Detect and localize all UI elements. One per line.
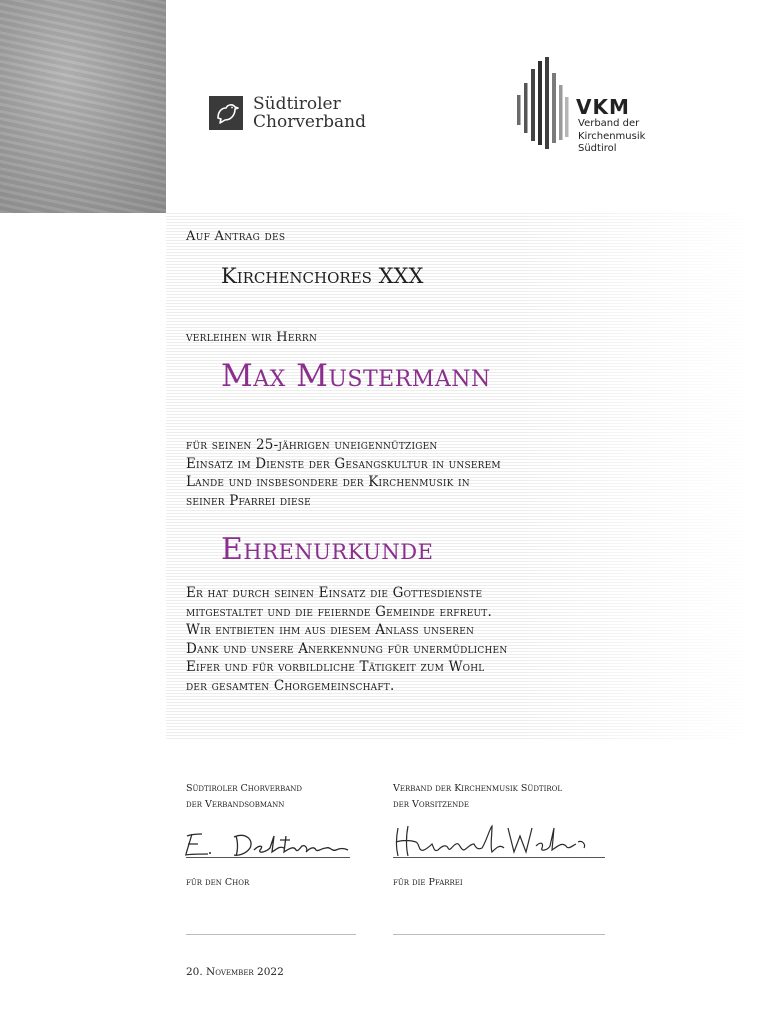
right-signature-line — [393, 857, 605, 858]
organ-pipes-icon — [515, 55, 571, 155]
reason-line: seiner Pfarrei diese — [186, 492, 311, 509]
decorative-texture — [0, 0, 166, 213]
reason-line: Lande und insbesondere der Kirchenmusik in — [186, 474, 470, 491]
vkm-logo-line1: Verband der — [578, 118, 640, 129]
left-signatory-role: der Verbandsobmann — [186, 799, 285, 810]
certificate-title: Ehrenurkunde — [221, 532, 434, 567]
parish-signature-label: für die Pfarrei — [393, 877, 463, 888]
body-line: Eifer und für vorbildliche Tätigkeit zum Wohl — [186, 659, 485, 676]
vkm-logo-subtitle — [578, 118, 645, 156]
vkm-logo-title: VKM — [576, 95, 630, 119]
body-line: der gesamten Chorgemeinschaft. — [186, 677, 395, 694]
choir-signature-line — [186, 934, 356, 935]
vkm-logo-line2: Kirchenmusik — [578, 130, 646, 142]
right-signatory-label — [393, 781, 562, 813]
choir-association-logo — [209, 95, 366, 131]
choir-name: Kirchenchores XXX — [221, 264, 424, 288]
recipient-name: Max Mustermann — [221, 358, 491, 394]
body-line: Wir entbieten ihm aus diesem Anlass unseren — [186, 622, 475, 639]
bird-icon — [209, 96, 243, 130]
choir-association-name — [253, 95, 366, 131]
left-signatory-org: Südtiroler Chorverband — [186, 783, 303, 794]
reason-paragraph — [186, 436, 501, 510]
body-paragraph — [186, 584, 507, 696]
intro-text: Auf Antrag des — [186, 229, 286, 244]
choir-association-line1: Südtiroler — [253, 94, 341, 114]
right-signatory-org: Verband der Kirchenmusik Südtirol — [393, 783, 563, 794]
body-line: Dank und unsere Anerkennung für unermüdlichen — [186, 640, 508, 657]
right-signatory-role: der Vorsitzende — [393, 799, 469, 810]
body-line: Er hat durch seinen Einsatz die Gottesdienste — [186, 585, 483, 601]
reason-line: für seinen 25-jährigen uneigennützigen — [186, 437, 438, 453]
choir-signature-label: für den Chor — [186, 877, 250, 888]
award-line: verleihen wir Herrn — [186, 330, 318, 345]
vkm-logo-line3: Südtirol — [578, 143, 617, 154]
left-signature — [180, 822, 360, 862]
reason-line: Einsatz im Dienste der Gesangskultur in unserem — [186, 455, 501, 472]
issue-date: 20. November 2022 — [186, 966, 284, 978]
left-signatory-label — [186, 781, 302, 813]
choir-association-line2: Chorverband — [253, 112, 366, 132]
right-signature — [390, 818, 590, 862]
left-signature-line — [186, 857, 350, 858]
body-line: mitgestaltet und die feiernde Gemeinde erfreut. — [186, 603, 492, 620]
parish-signature-line — [393, 934, 605, 935]
